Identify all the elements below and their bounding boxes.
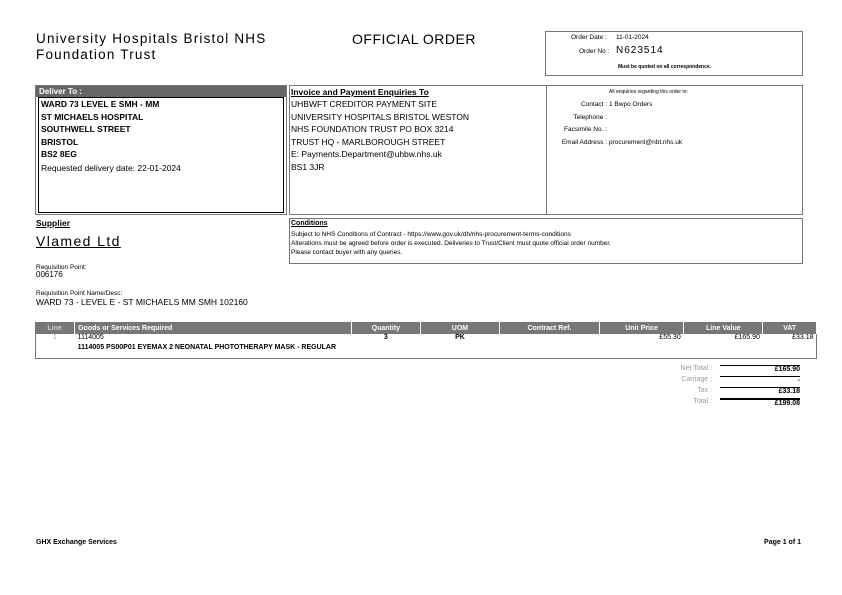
deliver-line-1: WARD 73 LEVEL E SMH - MM: [41, 99, 160, 109]
tax-value: £33.18: [720, 387, 800, 395]
col-line-value: Line Value: [684, 322, 763, 334]
net-total-value: £165.90: [720, 365, 800, 373]
invoice-panel: [289, 85, 547, 215]
organisation-name-line1: University Hospitals Bristol NHS: [36, 31, 267, 46]
document-title: OFFICIAL ORDER: [352, 31, 476, 47]
order-no-value: N623514: [616, 45, 664, 56]
deliver-line-5: BS2 8EG: [41, 149, 77, 159]
invoice-heading: Invoice and Payment Enquiries To: [291, 87, 429, 97]
invoice-line-5: E: Payments.Department@uhbw.nhs.uk: [291, 149, 442, 159]
row-line-value: £165.90: [734, 334, 760, 341]
table-row: [35, 334, 817, 344]
col-vat: VAT: [763, 322, 817, 334]
row-code: 1114005: [77, 334, 104, 341]
row-line: 1: [52, 334, 57, 341]
col-line: Line: [35, 322, 75, 334]
order-date-value: 11-01-2024: [616, 34, 649, 41]
organisation-name: [36, 31, 266, 63]
telephone-label: Telephone :: [573, 114, 607, 121]
contact-label: Contact :: [580, 101, 607, 108]
row-quantity: 3: [383, 334, 388, 341]
deliver-line-3: SOUTHWELL STREET: [41, 124, 131, 134]
col-uom: UOM: [420, 322, 499, 334]
invoice-line-4: TRUST HQ - MARLBOROUGH STREET: [291, 136, 446, 147]
deliver-to-panel: [35, 85, 287, 215]
items-header-row: [35, 322, 817, 334]
footer-provider: GHX Exchange Services: [36, 539, 117, 546]
enquiries-heading: All enquiries regarding this order to:: [609, 89, 688, 95]
row-uom: PK: [455, 334, 465, 341]
conditions-line-3: Please contact buyer with any queries.: [291, 249, 403, 256]
conditions-line-2: Alterations must be agreed before order is executed. Deliveries to Trust/Client must quote official order number.: [291, 240, 611, 247]
order-date-label: Order Date :: [571, 34, 607, 41]
contact-value: 1 Bwpo Orders: [609, 101, 653, 108]
requisition-desc-value: WARD 73 - LEVEL E - ST MICHAELS MM SMH 102160: [36, 297, 248, 307]
col-contract-ref: Contract Ref.: [500, 322, 600, 334]
order-quote-note: Must be quoted on all correspondence.: [618, 64, 712, 70]
items-table: [35, 322, 817, 354]
row-contract-ref: [500, 334, 600, 344]
tax-label: Tax :: [697, 387, 712, 394]
requisition-point-value: 006176: [36, 270, 63, 279]
total-label: Total :: [693, 398, 712, 405]
conditions-line-1: Subject to NHS Conditions of Contract - https://www.gov.uk/dh/nhs-procurement-terms-conditions: [291, 231, 571, 238]
deliver-to-heading: Deliver To :: [36, 86, 286, 97]
invoice-line-1: UHBWFT CREDITOR PAYMENT SITE: [291, 99, 438, 109]
invoice-line-6: BS1 3JR: [291, 161, 325, 172]
conditions-panel: [289, 218, 803, 264]
order-info-box: [545, 31, 803, 76]
col-quantity: Quantity: [351, 322, 420, 334]
supplier-label: Supplier: [36, 218, 71, 228]
invoice-line-2: UNIVERSITY HOSPITALS BRISTOL WESTON: [291, 111, 470, 122]
organisation-name-line2: Foundation Trust: [36, 47, 157, 62]
requisition-desc-label: Requisition Point Name/Desc:: [36, 290, 123, 297]
row-vat: £33.18: [792, 334, 814, 341]
invoice-line-3: NHS FOUNDATION TRUST PO BOX 3214: [291, 124, 454, 134]
deliver-line-4: BRISTOL: [41, 136, 79, 147]
table-row-description: [35, 344, 817, 354]
col-goods: Goods or Services Required: [75, 322, 352, 334]
carriage-value: -: [720, 376, 800, 384]
order-no-label: Order No :: [579, 48, 610, 55]
conditions-heading: Conditions: [291, 220, 328, 227]
fax-label: Facsimile No. :: [564, 126, 607, 133]
net-total-label: Net Total :: [680, 365, 712, 372]
col-unit-price: Unit Price: [599, 322, 683, 334]
carriage-label: Carriage :: [681, 376, 712, 383]
deliver-line-2: ST MICHAELS HOSPITAL: [41, 111, 144, 122]
total-value: £199.08: [720, 398, 800, 407]
requested-delivery-date: Requested delivery date: 22-01-2024: [41, 163, 181, 173]
email-value: procurement@nbt.nhs.uk: [609, 139, 683, 146]
requisition-point-label: Requisition Point:: [36, 264, 87, 271]
deliver-to-address: [38, 97, 284, 213]
row-unit-price: £55.30: [659, 334, 681, 341]
enquiries-panel: [546, 85, 803, 215]
page-number: Page 1 of 1: [764, 539, 801, 546]
email-label: Email Address :: [561, 139, 607, 146]
row-description: 1114005 PS00P01 EYEMAX 2 NEONATAL PHOTOTHERAPY MASK - REGULAR: [77, 344, 337, 351]
supplier-name: Vlamed Ltd: [36, 233, 121, 249]
